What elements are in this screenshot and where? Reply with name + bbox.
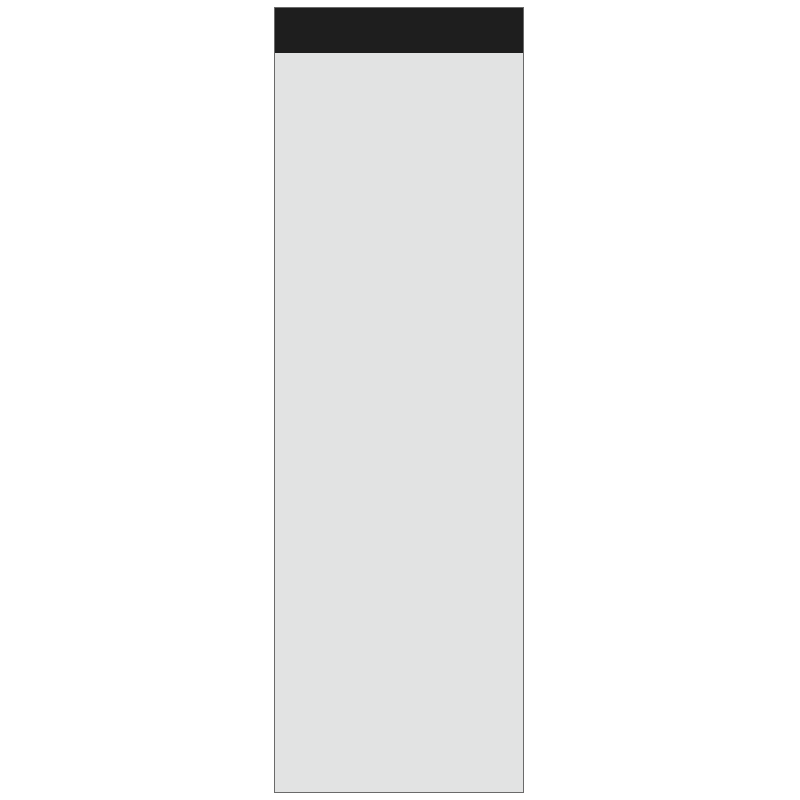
nutrition-facts-panel [274, 7, 524, 793]
nutrition-header [275, 8, 523, 53]
